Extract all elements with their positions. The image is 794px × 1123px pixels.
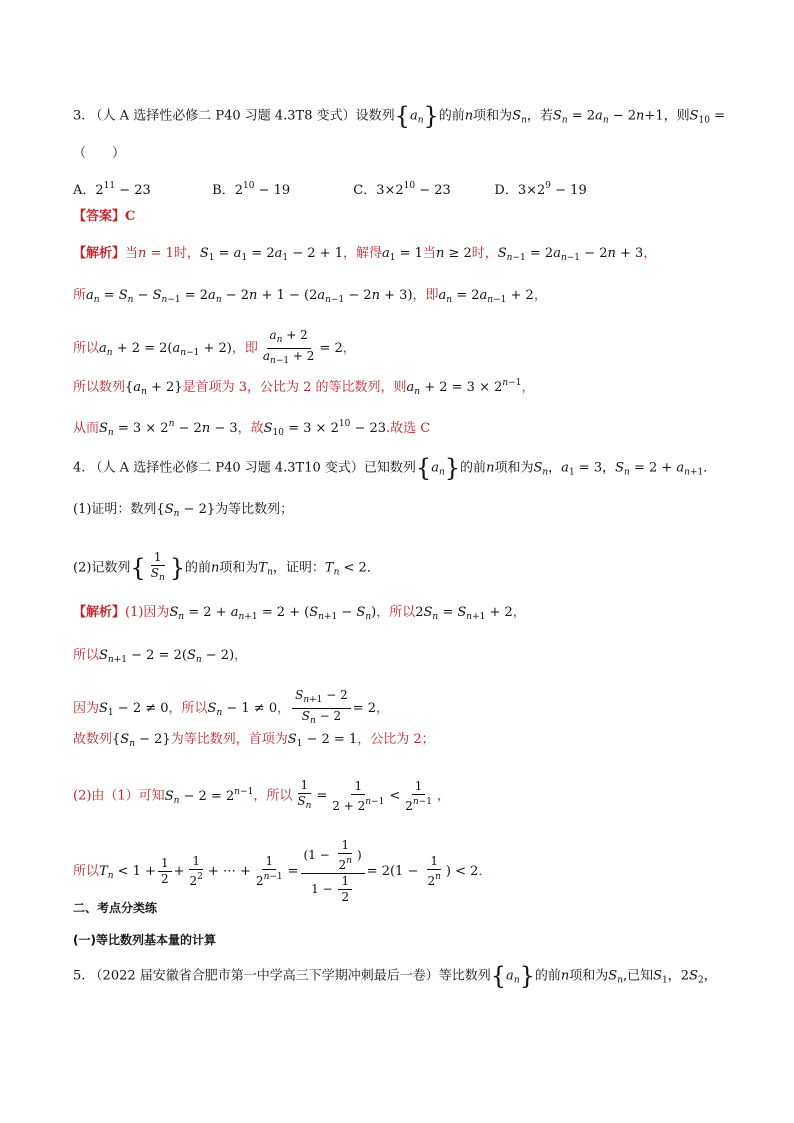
option-b: B．$2^{10} - 19$ <box>212 181 291 198</box>
q3-paren: （ ） <box>73 146 126 161</box>
option-c: C．$3\times 2^{10} - 23$ <box>353 181 451 198</box>
q5-stem: 5. （2022 届安徽省合肥市第一中学高三下学期冲刺最后一卷）等比数列$\{a_n\}$的前n项和为$S_n$,已知$S_1$，$2S_2$， <box>73 962 717 990</box>
section-subtitle: (一)等比数列基本量的计算 <box>73 933 216 947</box>
q4-part1: (1)证明：数列$\{S_n - 2\}$为等比数列； <box>73 502 294 519</box>
q3-analysis-1: 【解析】当n = 1时，$S_1 = a_1 = 2a_1 - 2 + 1$，解得$a_1 = 1$当n ≥ 2时，$S_{n-1} = 2a_{n-1} - 2n + 3$， <box>73 246 657 263</box>
q3-answer: 【答案】C <box>73 209 136 224</box>
option-a: A．$2^{11} - 23$ <box>73 181 151 198</box>
q4-analysis-4: 故数列$\{S_n - 2\}$为等比数列，首项为$S_1 - 2 = 1$，公比为 2； <box>73 732 435 749</box>
q4-stem: 4. （人 A 选择性必修二 P40 习题 4.3T10 变式）已知数列$\{a_n\}$的前n项和为$S_n$，$a_1 = 3$，$S_n = 2 + a_{n+1}$． <box>73 454 717 482</box>
q3-options <box>73 176 734 201</box>
q4-analysis-5: (2)由（1）可知$S_n - 2 = 2^{n-1}$，所以 $\frac{1}{S_n}$ = $\frac{1}{2 + 2^{n-1}}$ < $\frac{1}{2^{n-1}}$ ， <box>73 778 450 813</box>
q4-analysis-2: 所以$S_{n+1} - 2 = 2(S_n - 2)$， <box>73 648 248 665</box>
q3-analysis-4: 所以数列$\{a_n + 2\}$是首项为 3，公比为 2 的等比数列，则$a_n + 2 = 3 \times 2^{n-1}$， <box>73 378 535 397</box>
q4-part2: (2)记数列{ $\frac{1}{S_n}$ }的前n项和为$T_n$，证明：$T_n < 2$． <box>73 550 380 583</box>
q3-analysis-3: 所以$a_n + 2 = 2(a_{n-1} + 2)$，即 $\frac{a_n + 2}{a_{n-1} + 2}$ = 2， <box>73 328 356 366</box>
q4-analysis-1: 【解析】(1)因为$S_n = 2 + a_{n+1} = 2 + (S_{n+1} - S_n)$，所以$2S_n = S_{n+1} + 2$， <box>73 605 526 622</box>
q4-analysis-3: 因为$S_1 - 2 \ne 0$，所以$S_n - 1 \ne 0$， $\frac{S_{n+1} - 2}{S_n - 2}$ = 2， <box>73 688 390 726</box>
section-title: 二、考点分类练 <box>73 901 158 915</box>
q4-analysis-6: 所以$T_n < 1$ + $\frac{1}{2}$ + $\frac{1}{2^2}$ + ⋯ + $\frac{1}{2^{n-1}}$ = (1 − $\frac{1}{2^n}$ ) 1 − $\frac{1}{2}$ = 2(1 − $\frac{1}{2^n}$ ) < 2． <box>73 838 492 904</box>
q3-analysis-2: 所$a_n = S_n - S_{n-1} = 2a_n - 2n + 1 - (2a_{n-1} - 2n + 3)$，即$a_n = 2a_{n-1} + 2$， <box>73 288 547 305</box>
q3-stem: 3. （人 A 选择性必修二 P40 习题 4.3T8 变式）设数列$\{a_n\}$的前n项和为$S_n$，若$S_n = 2a_n - 2n+1$，则$S_{10}$ = <box>73 102 725 130</box>
q3-analysis-5: 从而$S_n = 3 \times 2^n - 2n - 3$，故$S_{10} = 3 \times 2^{10} - 23$.故选 C <box>73 419 431 438</box>
option-d: D．$3\times 2^9 - 19$ <box>494 181 587 198</box>
